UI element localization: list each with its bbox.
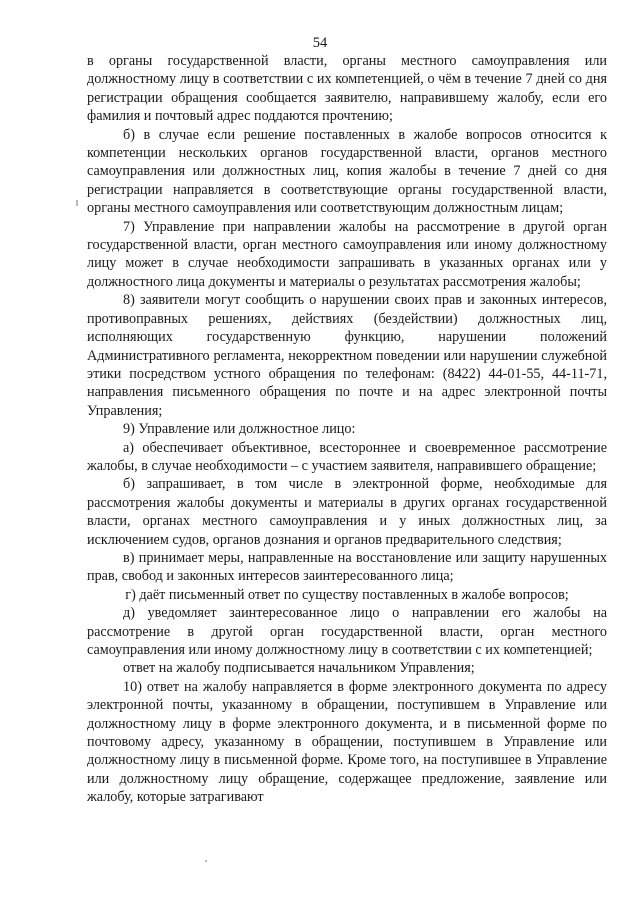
paragraph-9v: в) принимает меры, направленные на восстановление или защиту нарушенных прав, свобод и законных интересов заинтересованного лица; bbox=[87, 549, 607, 585]
paragraph-8: 8) заявители могут сообщить о нарушении своих прав и законных интересов, противоправных решениях, действиях (бездействии) должностных лиц, исполняющих государственную функцию, нарушении положений Административного регламента, некорректном поведении или нарушении служебной этики посредством устного обращения по телефонам: (8422) 44-01-55, 44-11-71, направления письменного обращения по почте и на адрес электронной почты Управления; bbox=[87, 292, 607, 419]
scan-speck bbox=[76, 200, 78, 206]
paragraph-9: 9) Управление или должностное лицо: bbox=[123, 421, 356, 438]
document-body bbox=[87, 52, 607, 807]
paragraph-7: 7) Управление при направлении жалобы на рассмотрение в другой орган государственной власти, орган местного самоуправления или иному должностному лицу может в случае необходимости запрашивать в указанных органах или у должностного лица документы и материалы о результатах рассмотрения жалобы; bbox=[87, 218, 607, 290]
page-number: 54 bbox=[312, 35, 328, 51]
paragraph-9b: б) запрашивает, в том числе в электронной форме, необходимые для рассмотрения жалобы документы и материалы в других органах государственной власти, органах местного самоуправления и у иных должностных лиц, за исключением судов, органов дознания и органов предварительного следствия; bbox=[87, 476, 607, 548]
paragraph-9g: г) даёт письменный ответ по существу поставленных в жалобе вопросов; bbox=[125, 586, 569, 603]
scan-speck bbox=[205, 860, 207, 862]
paragraph-9d: д) уведомляет заинтересованное лицо о направлении его жалобы на рассмотрение в другой орган государственной власти, орган местного самоуправления или иному должностному лицу в соответствии с их компетенцией; bbox=[87, 605, 607, 658]
paragraph-continuation: в органы государственной власти, органы местного самоуправления или должностному лицу в соответствии с их компетенцией, о чём в течение 7 дней со дня регистрации обращения сообщается заявителю, направившему жалобу, если его фамилия и почтовый адрес поддаются прочтению; bbox=[87, 53, 607, 125]
paragraph-10: 10) ответ на жалобу направляется в форме электронного документа по адресу электронной почты, указанному в обращении, поступившем в Управление или должностному лицу в форме электронного документа, и в письменной форме по почтовому адресу, указанному в обращении, поступившем в Управление или должностному лицу в письменной форме. Кроме того, на поступившее в Управление или должностному лицу обращение, содержащее предложение, заявление или жалобу, которые затрагивают bbox=[87, 678, 607, 806]
paragraph-6b: б) в случае если решение поставленных в жалобе вопросов относится к компетенции нескольких органов государственной власти, органов местного самоуправления или должностных лиц, копия жалобы в течение 7 дней со дня регистрации направляется в соответствующие органы государственной власти, органы местного самоуправления или соответствующим должностным лицам; bbox=[87, 126, 607, 217]
paragraph-signature-note: ответ на жалобу подписывается начальником Управления; bbox=[123, 660, 475, 677]
paragraph-9a: а) обеспечивает объективное, всестороннее и своевременное рассмотрение жалобы, в случае необходимости – с участием заявителя, направившего обращение; bbox=[87, 439, 607, 474]
